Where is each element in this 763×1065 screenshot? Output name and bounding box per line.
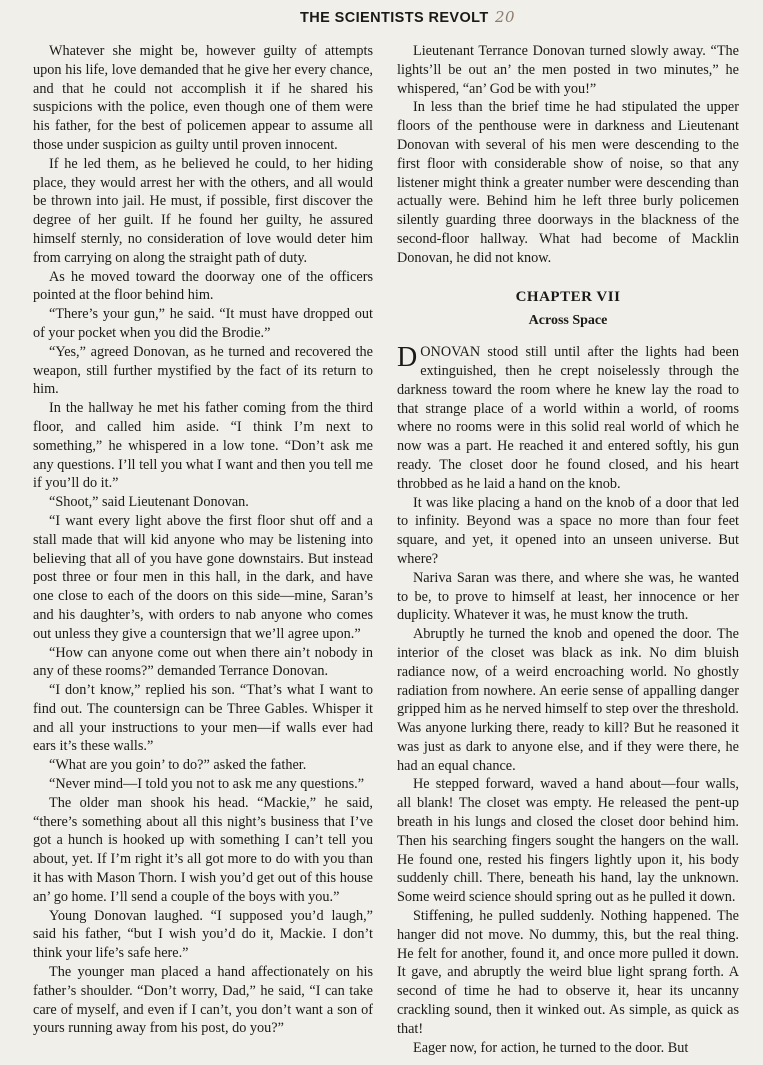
paragraph: “What are you goin’ to do?” asked the father.: [49, 757, 307, 774]
opening-text: ONOVAN stood still until after the lights had been extinguished, then he crept noiselessly through the darkness toward the room where he knew lay the road to that strange place of a world within a world, of rooms where no rooms were in this solid real world of which he now was a part. He reached it and entered softly, his gun ready. The closet door he found closed, and his heart throbbed as he laid a hand on the knob.: [397, 344, 739, 492]
header-title: THE SCIENTISTS REVOLT: [300, 10, 489, 26]
paragraph: The younger man placed a hand affectionately on his father’s shoulder. “Don’t worry, Dad,” he said, “I can take care of myself, and even if I can’t, you don’t want a son of yours running away from his post, do you?”: [33, 964, 373, 1037]
paragraph: “Shoot,” said Lieutenant Donovan.: [49, 494, 249, 511]
paragraph: Lieutenant Terrance Donovan turned slowly away. “The lights’ll be out an’ the men posted in two minutes,” he whispered, “an’ God be with you!”: [397, 43, 739, 97]
paragraph: Whatever she might be, however guilty of attempts upon his life, love demanded that he give her every chance, and that he could not accomplish it if he shared his suspicions with the police, even though one of them were his father, for the best of policemen appear to assume all those under suspicion as guilty until proven innocent.: [33, 43, 373, 153]
paragraph: If he led them, as he believed he could, to her hiding place, they would arrest her with the others, and all would be thrown into jail. He must, if possible, first discover the degree of her guilt. If he found her guilty, he assured himself sternly, no consideration of love would deter him from carrying on along the straight path of duty.: [33, 155, 373, 266]
paragraph: In less than the brief time he had stipulated the upper floors of the penthouse were in darkness and Lieutenant Donovan with several of his men were descending to the first floor with considerable show of noise, so that any listener might think a greater number were descending than actually were. Behind him he left three burly policemen silently guarding three doorways in the blackness of the second-floor hallway. What had become of Macklin Donovan, he did not know.: [397, 99, 739, 266]
chapter-title: Across Space: [528, 313, 608, 329]
chapter-opening-paragraph: [397, 343, 739, 493]
paragraph: As he moved toward the doorway one of the officers pointed at the floor behind him.: [33, 268, 373, 304]
handwritten-page-number: 20: [495, 8, 515, 26]
paragraph: Stiffening, he pulled suddenly. Nothing happened. The hanger did not move. No dummy, this, but the real thing. He felt for another, found it, and once more pulled it down. It gave, and abruptly the weird blue light sprang forth. A second of time he had to observe it, hear its uncanny crackling sound, then it winked out. As simple, as quick as that!: [397, 908, 739, 1037]
paragraph: “Never mind—I told you not to ask me any questions.”: [49, 776, 365, 793]
paragraph: He stepped forward, waved a hand about—four walls, all blank! The closet was empty. He released the pent-up breath in his lungs and closed the closet door behind him. Then his searching fingers sought the hangers on the wall. He found one, rested his fingers lightly upon it, his body suddenly chill. There, beneath his hand, lay the unknown. Some weird science should spring out as he pulled it down.: [397, 776, 739, 906]
paragraph: Nariva Saran was there, and where she was, he wanted to be, to prove to himself at least, her innocence or her duplicity. Whatever it was, he must know the truth.: [397, 569, 739, 624]
paragraph: The older man shook his head. “Mackie,” he said, “there’s something about all this night’s business that I’ve got a hunch is hooked up with something I can’t tell you about, yet. If I’m right it’s all got more to do with you than it has with Mason Thorn. I wish you’d get out of this house an’ go home. I’ll send a couple of the boys with you.”: [33, 794, 373, 905]
running-header: [300, 8, 515, 26]
paragraph: “I want every light above the first floor shut off and a stall made that will kid anyone who may be listening into believing that all of you have gone downstairs. But instead post three or four men in this hall, in the dark, and have one close to each of the doors on this side—mine, Saran’s and his daughter’s, with orders to nab anyone who comes out unless they give a countersign that we’ll agree upon.”: [33, 512, 373, 642]
paragraph: “How can anyone come out when there ain’t nobody in any of these rooms?” demanded Terrance Donovan.: [33, 644, 373, 680]
left-column: [33, 42, 373, 1038]
paragraph: It was like placing a hand on the knob of a door that led to infinity. Beyond was a space no more than four feet square, and yet, it opened into an unseen universe. But where?: [397, 494, 739, 567]
paragraph: “There’s your gun,” he said. “It must have dropped out of your pocket when you did the Brodie.”: [33, 306, 373, 341]
paragraph: Abruptly he turned the knob and opened the door. The interior of the closet was black as ink. No dim bluish radiance now, of a weird encroaching world. No ghostly radiation from nowhere. An eerie sense of appalling danger gripped him as he nerved himself to step over the threshold. Was anyone lurking there, ready to kill? But he reasoned it was just as dark to anyone else, and if they were there, he had an equal chance.: [397, 626, 739, 774]
drop-cap: D: [397, 342, 418, 374]
paragraph: In the hallway he met his father coming from the third floor, and called him aside. “I think I’m next to something,” he whispered in a low tone. “Don’t ask me any questions. I’ll tell you what I want and then you tell me if you’ll do it.”: [33, 400, 373, 492]
paragraph: “Yes,” agreed Donovan, as he turned and recovered the weapon, still further mystified by the fact of its return to him.: [33, 343, 373, 398]
paragraph: “I don’t know,” replied his son. “That’s what I want to find out. The countersign can be Three Gables. Whisper it and all your instructions to your men—if walls ever had ears it’s these walls.”: [33, 682, 373, 755]
chapter-heading: CHAPTER VII: [515, 288, 621, 305]
paragraph: Eager now, for action, he turned to the door. But: [413, 1039, 689, 1056]
paragraph: Young Donovan laughed. “I supposed you’d laugh,” said his father, “but I wish you’d do it, Mackie. I don’t think your life’s safe here.”: [33, 907, 373, 962]
right-column: [397, 42, 739, 1057]
